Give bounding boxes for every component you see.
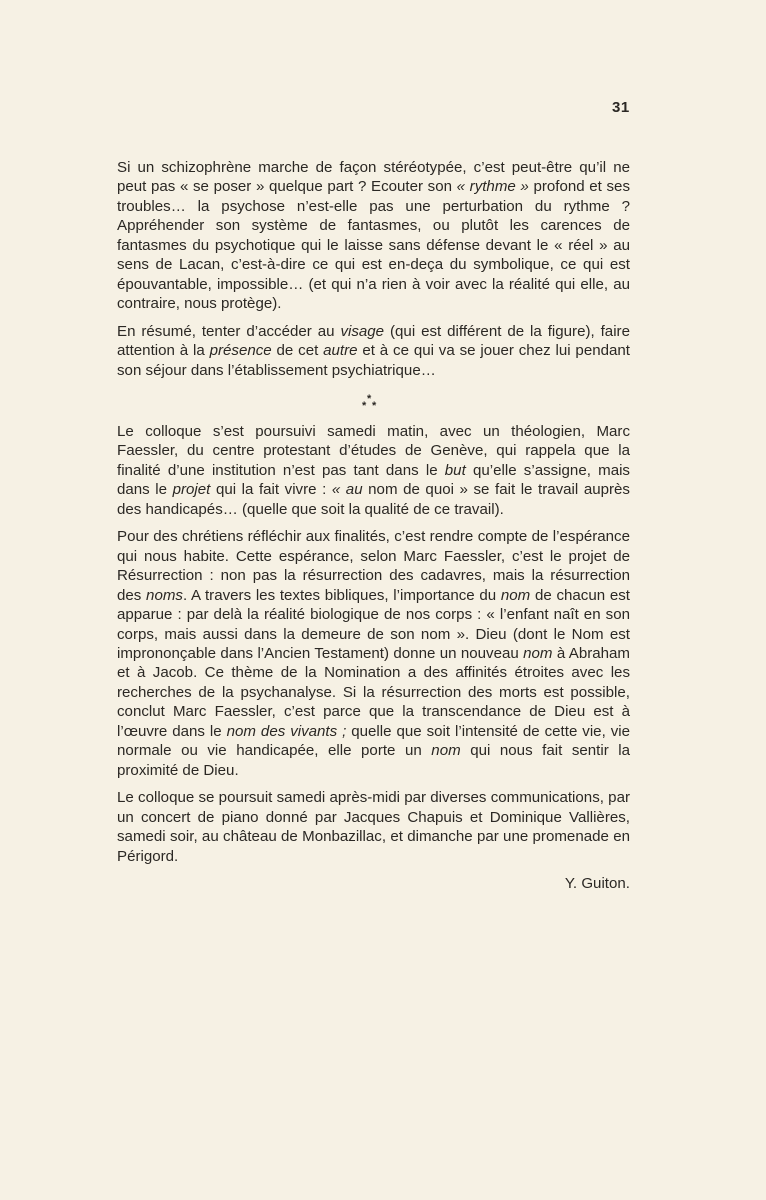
page-number: 31 xyxy=(612,99,630,116)
paragraph-3 xyxy=(117,422,630,519)
text-run: . A travers les textes bibliques, l’importance du xyxy=(182,586,501,604)
text-run: profond et ses troubles… la psychose n’est-elle pas une perturbation du rythme ? Appréhender son système de fantasmes, ou plutôt les carences de fantasmes du psychotique qui le laisse sans défense devant le « réel » au sens de Lacan, c’est-à-dire ce qui est en-deça du symbolique, ce qui est épouvantable, impossible… (et qui n’a rien à voir avec la réalité qui elle, au contraire, nous protège). xyxy=(117,178,630,313)
paragraph-2 xyxy=(117,322,630,380)
text-run: de cet xyxy=(271,342,324,360)
text-run: qui nous fait sentir la proximité de Dieu. xyxy=(117,742,631,779)
italic-text-run: nom xyxy=(500,586,531,604)
italic-text-run: « au xyxy=(331,481,363,499)
italic-text-run: nom des vivants ; xyxy=(226,722,347,740)
article-body xyxy=(117,158,630,893)
text-run: à Abraham et à Jacob. Ce thème de la Nomination a des affinités étroites avec les recherches de la psychanalyse. Si la résurrection des morts est possible, conclut Marc Faessler, c’est parce que la transcendance de Dieu est à l’œuvre dans le xyxy=(117,644,630,740)
section-separator-asterism: * * * xyxy=(362,392,377,412)
italic-text-run: noms xyxy=(146,586,183,604)
paragraph-4 xyxy=(117,527,630,780)
text-run: de chacun est apparue : par delà la réalité biologique de nos corps : « l’enfant naît en son corps, mais aussi dans la demeure de son nom ». Dieu (dont le Nom est imprononçable dans l’Ancien Testament) donne un nouveau xyxy=(117,586,630,662)
text-run: En résumé, tenter d’accéder au xyxy=(117,322,341,340)
italic-text-run: autre xyxy=(323,342,358,360)
text-run: Pour des chrétiens réfléchir aux finalités, c’est rendre compte de l’espérance qui nous habite. Cette espérance, selon Marc Faessler, c’est le projet de Résurrection : non pas la résurrection des cadavres, mais la résurrection des xyxy=(117,528,630,604)
text-run: Si un schizophrène marche de façon stéréotypée, c’est peut-être qu’il ne peut pas « se poser » quelque part ? Ecouter son xyxy=(117,159,630,196)
italic-text-run: visage xyxy=(340,322,385,340)
italic-text-run: présence xyxy=(209,342,272,360)
text-run: qu’elle s’assigne, mais dans le xyxy=(117,461,630,499)
paragraph-1 xyxy=(117,158,630,314)
italic-text-run: nom xyxy=(523,644,553,662)
italic-text-run: projet xyxy=(172,481,211,499)
text-run: quelle que soit l’intensité de cette vie, vie normale ou vie handicapée, elle porte un xyxy=(117,722,631,760)
italic-text-run: nom xyxy=(431,742,461,760)
text-run: nom de quoi » se fait le travail auprès des handicapés… (quelle que soit la qualité de ce travail). xyxy=(117,481,630,518)
text-run: qui la fait vivre : xyxy=(210,481,332,499)
italic-text-run: « rythme » xyxy=(456,178,529,196)
paragraph-5 xyxy=(117,788,630,866)
italic-text-run: but xyxy=(444,461,466,479)
text-run: (qui est différent de la figure), faire attention à la xyxy=(117,322,630,360)
text-run: Le colloque s’est poursuivi samedi matin, avec un théologien, Marc Faessler, du centre protestant d’études de Genève, qui rappela que la finalité d’une institution n’est pas tant dans le xyxy=(117,422,630,479)
text-run: Le colloque se poursuit samedi après-midi par diverses communications, par un concert de piano donné par Jacques Chapuis et Dominique Vallières, samedi soir, au château de Monbazillac, et dimanche par une promenade en Périgord. xyxy=(117,789,630,865)
author-signature: Y. Guiton. xyxy=(564,874,630,892)
text-run: et à ce qui va se jouer chez lui pendant son séjour dans l’établissement psychiatrique… xyxy=(117,342,630,379)
